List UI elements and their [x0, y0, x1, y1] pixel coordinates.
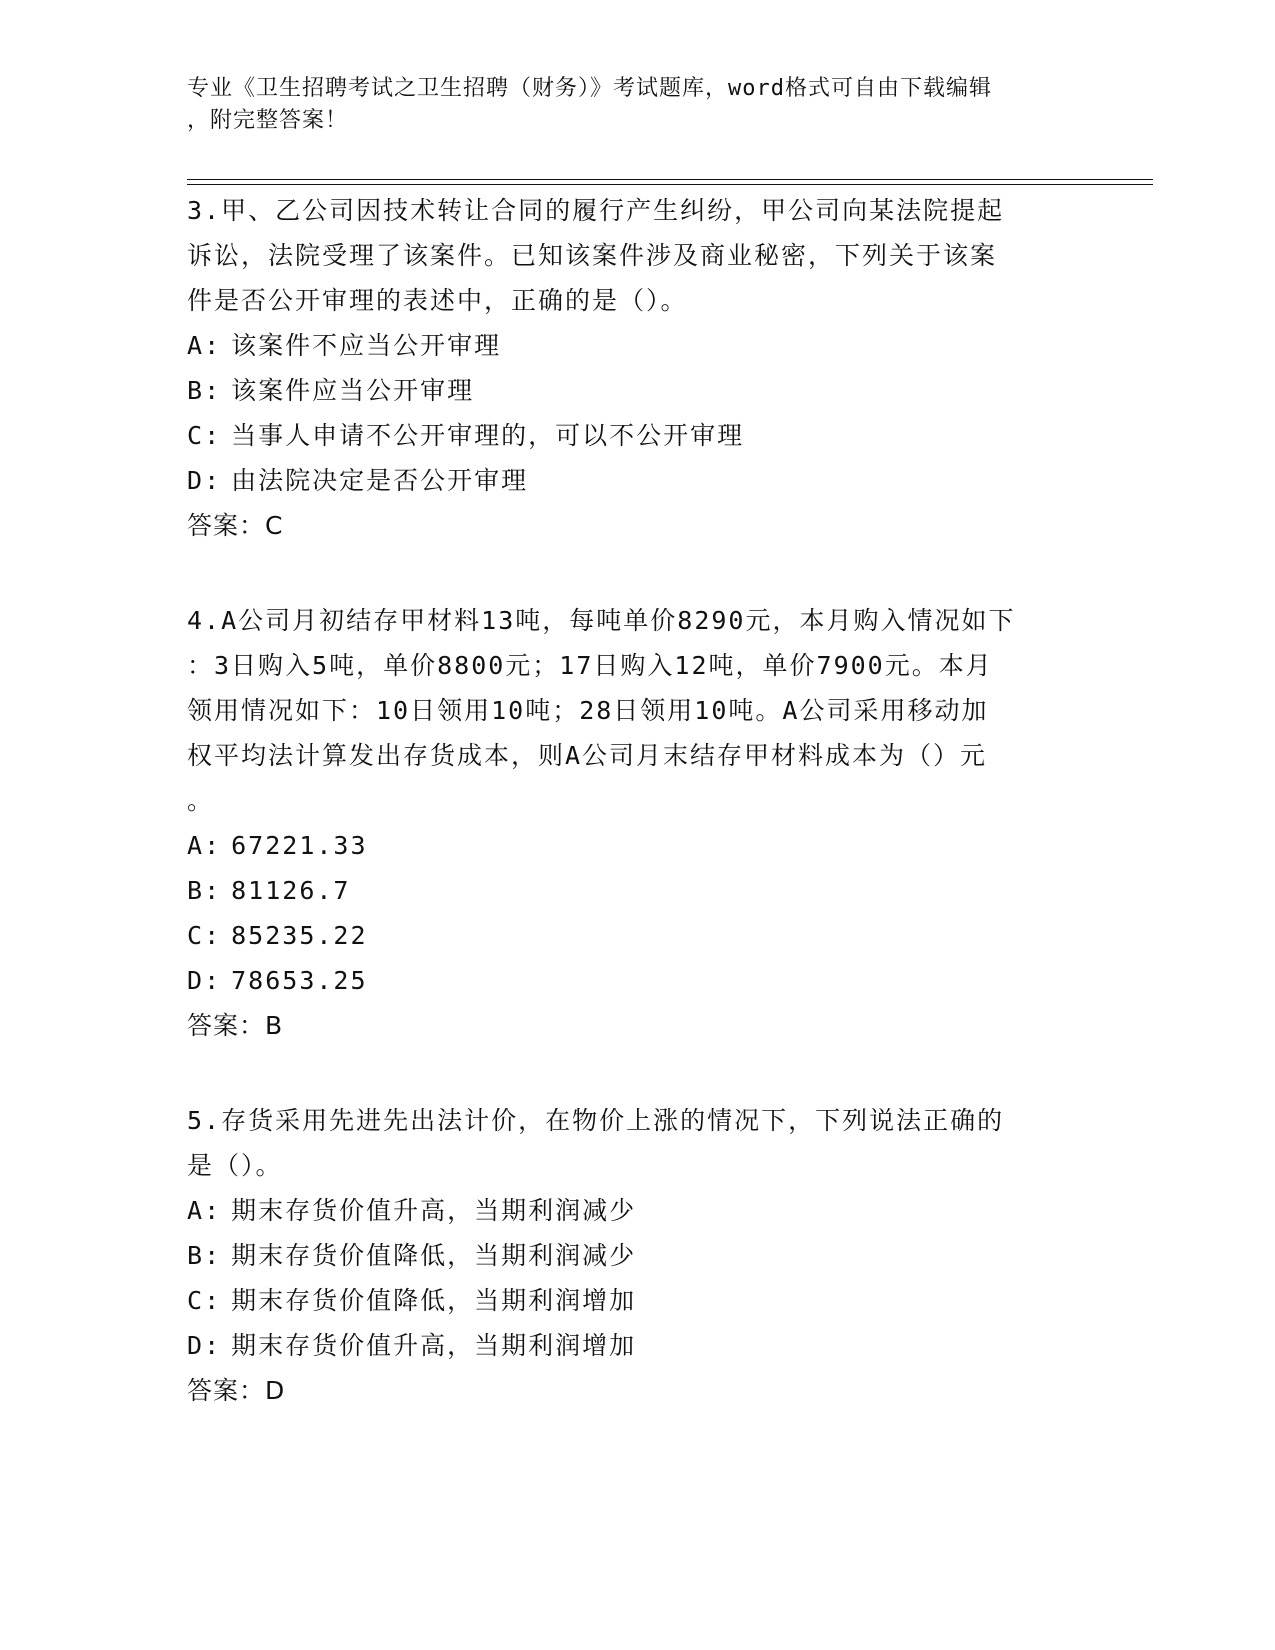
question-stem — [187, 188, 1087, 323]
option-c: C: 当事人申请不公开审理的，可以不公开审理 — [187, 413, 1087, 458]
option-key: D — [187, 1331, 205, 1360]
option-c: C: 期末存货价值降低，当期利润增加 — [187, 1278, 1087, 1323]
answer-line — [187, 503, 1087, 548]
header-line-1: 专业《卫生招聘考试之卫生招聘（财务）》考试题库，word格式可自由下载编辑 — [187, 76, 992, 101]
option-text: 当事人申请不公开审理的，可以不公开审理 — [231, 421, 745, 450]
option-d: D: 由法院决定是否公开审理 — [187, 458, 1087, 503]
option-a: A: 67221.33 — [187, 823, 1087, 868]
stem-line: 诉讼，法院受理了该案件。已知该案件涉及商业秘密，下列关于该案 — [187, 241, 998, 270]
stem-line: 。 — [187, 786, 215, 815]
question-5 — [187, 1098, 1087, 1413]
option-key: C — [187, 921, 205, 950]
stem-line: 领用情况如下：10日领用10吨；28日领用10吨。A公司采用移动加 — [187, 696, 989, 725]
question-number: 5. — [187, 1106, 222, 1135]
document-header — [187, 73, 1067, 137]
header-divider-bottom — [187, 184, 1153, 185]
option-text: 78653.25 — [231, 966, 368, 995]
answer-label: 答案： — [187, 511, 266, 540]
option-text: 该案件应当公开审理 — [231, 376, 475, 405]
option-b: B: 该案件应当公开审理 — [187, 368, 1087, 413]
option-text: 由法院决定是否公开审理 — [231, 466, 529, 495]
header-line-2: ，附完整答案！ — [187, 108, 349, 133]
question-number: 4. — [187, 606, 222, 635]
option-key: B — [187, 876, 205, 905]
answer-value: D — [265, 1376, 286, 1405]
option-text: 期末存货价值升高，当期利润减少 — [231, 1196, 637, 1225]
question-number: 3. — [187, 196, 222, 225]
options-list — [187, 323, 1087, 503]
option-text: 期末存货价值降低，当期利润减少 — [231, 1241, 637, 1270]
answer-line — [187, 1003, 1087, 1048]
answer-label: 答案： — [187, 1011, 266, 1040]
question-stem — [187, 1098, 1087, 1188]
option-key: A — [187, 831, 205, 860]
stem-line: 权平均法计算发出存货成本，则A公司月末结存甲材料成本为（）元 — [187, 741, 988, 770]
option-b: B: 81126.7 — [187, 868, 1087, 913]
option-text: 期末存货价值降低，当期利润增加 — [231, 1286, 637, 1315]
option-key: A — [187, 331, 205, 360]
question-stem — [187, 598, 1087, 823]
option-key: D — [187, 466, 205, 495]
option-a: A: 该案件不应当公开审理 — [187, 323, 1087, 368]
option-key: B — [187, 1241, 205, 1270]
option-key: A — [187, 1196, 205, 1225]
answer-value: C — [265, 511, 284, 540]
stem-line: 件是否公开审理的表述中，正确的是（）。 — [187, 286, 688, 315]
option-key: D — [187, 966, 205, 995]
stem-line: 3.甲、乙公司因技术转让合同的履行产生纠纷，甲公司向某法院提起 — [187, 196, 1005, 225]
stem-line: ：3日购入5吨，单价8800元；17日购入12吨，单价7900元。本月 — [187, 651, 993, 680]
option-b: B: 期末存货价值降低，当期利润减少 — [187, 1233, 1087, 1278]
header-divider-top — [187, 179, 1153, 180]
option-d: D: 78653.25 — [187, 958, 1087, 1003]
stem-line: 4.A公司月初结存甲材料13吨，每吨单价8290元，本月购入情况如下 — [187, 606, 1016, 635]
question-3 — [187, 188, 1087, 548]
question-4 — [187, 598, 1087, 1048]
option-key: C — [187, 1286, 205, 1315]
stem-line: 是（）。 — [187, 1151, 283, 1180]
answer-value: B — [265, 1011, 284, 1040]
option-text: 85235.22 — [231, 921, 368, 950]
options-list — [187, 823, 1087, 1003]
option-d: D: 期末存货价值升高，当期利润增加 — [187, 1323, 1087, 1368]
option-text: 67221.33 — [231, 831, 368, 860]
answer-line — [187, 1368, 1087, 1413]
answer-label: 答案： — [187, 1376, 266, 1405]
options-list — [187, 1188, 1087, 1368]
option-text: 期末存货价值升高，当期利润增加 — [231, 1331, 637, 1360]
option-a: A: 期末存货价值升高，当期利润减少 — [187, 1188, 1087, 1233]
option-text: 该案件不应当公开审理 — [231, 331, 502, 360]
option-key: C — [187, 421, 205, 450]
stem-line: 5.存货采用先进先出法计价，在物价上涨的情况下，下列说法正确的 — [187, 1106, 1005, 1135]
option-c: C: 85235.22 — [187, 913, 1087, 958]
option-text: 81126.7 — [231, 876, 351, 905]
option-key: B — [187, 376, 205, 405]
